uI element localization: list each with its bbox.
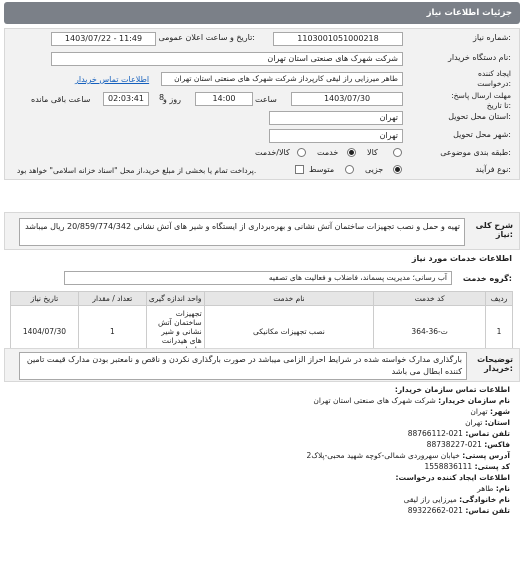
announce-label: تاریخ و ساعت اعلان عمومی: xyxy=(158,33,255,42)
col-qty: تعداد / مقدار xyxy=(78,292,146,306)
category-radio-goods[interactable] xyxy=(393,148,402,157)
category-service-label: خدمت xyxy=(317,148,339,157)
notes-label: توضیحات خریدار: xyxy=(477,355,513,373)
buyer-contact-link[interactable]: اطلاعات تماس خریدار xyxy=(75,75,150,84)
contact-line: نام خانوادگی: میرزایی راز لیقی xyxy=(403,495,510,504)
deadline-time-label: ساعت xyxy=(255,95,277,104)
service-group-label: گروه خدمت: xyxy=(462,274,512,283)
process-minor-label: جزیی xyxy=(365,165,384,174)
contact-line: شهر: تهران xyxy=(470,407,510,416)
need-info-panel xyxy=(4,28,520,180)
cell-unit: تجهیزات ساختمان آتش نشانی و شیر های هیدرانت xyxy=(146,306,204,358)
page-header xyxy=(4,2,520,24)
cell-code: ت-36-364 xyxy=(374,306,486,358)
notes-panel xyxy=(4,348,520,382)
days-field: 8 xyxy=(159,93,165,102)
payment-note: پرداخت تمام یا بخشی از مبلغ خرید،از محل "اسناد خزانه اسلامی" خواهد بود. xyxy=(17,166,257,175)
need-number-label: شماره نیاز: xyxy=(472,33,511,42)
deadline-time-field: 14:00 xyxy=(195,92,253,106)
contact-line: استان: تهران xyxy=(465,418,510,427)
process-medium-label: متوسط xyxy=(309,165,335,174)
need-number-field: 1103001051000218 xyxy=(273,32,403,46)
contact-line: تلفن تماس: 021-88766112 xyxy=(407,429,510,438)
contact-line: تلفن تماس: 021-89322662 xyxy=(407,506,510,515)
contact-line: فاکس: 021-88738227 xyxy=(426,440,510,449)
category-radio-service[interactable] xyxy=(347,148,356,157)
payment-checkbox[interactable] xyxy=(295,165,304,174)
category-label: طبقه بندی موضوعی: xyxy=(440,148,511,157)
col-row: ردیف xyxy=(486,292,513,306)
process-radio-medium[interactable] xyxy=(345,165,354,174)
buyer-label: نام دستگاه خریدار: xyxy=(447,53,511,62)
description-label: شرح کلی نیاز: xyxy=(475,221,513,239)
page-title: جزئیات اطلاعات نیاز xyxy=(426,8,512,18)
remaining-time-field: 02:03:41 xyxy=(103,92,149,106)
notes-field: بارگذاری مدارک خواسته شده در شرایط احراز الزامی میباشد در صورت بارگذاری نکردن و ناقص و نامعتبر بودن مدارک قیمت تامین کننده ابطال می باشد xyxy=(19,352,467,380)
contact-line: نام سازمان خریدار: شرکت شهرک های صنعتی استان تهران xyxy=(313,396,510,405)
city-label: شهر محل تحویل: xyxy=(453,130,511,139)
category-goods-label: کالا xyxy=(367,148,378,157)
category-radio-goods-service[interactable] xyxy=(297,148,306,157)
process-label: نوع فرآیند: xyxy=(475,165,511,174)
col-unit: واحد اندازه گیری xyxy=(146,292,204,306)
province-label: استان محل تحویل: xyxy=(448,112,511,121)
contact-section xyxy=(14,384,510,516)
col-name: نام خدمت xyxy=(204,292,374,306)
col-code: کد خدمت xyxy=(374,292,486,306)
creator-field: طاهر میرزایی راز لیقی کارپرداز شرکت شهرک های صنعتی استان تهران xyxy=(161,72,403,86)
days-label: روز و xyxy=(163,95,181,104)
creator-info-title: اطلاعات ایجاد کننده درخواست: xyxy=(395,473,510,482)
contact-line: آدرس پستی: خیابان سهروردی شمالی-کوچه شهید محبی-پلاک2 xyxy=(306,451,510,460)
announce-field: 1403/07/22 - 11:49 xyxy=(51,32,156,46)
description-panel xyxy=(4,212,520,250)
description-field: تهیه و حمل و نصب تجهیزات ساختمان آتش نشانی و بهره‌برداری از ایستگاه و شیر های آتش نشانی 20/859/774/342 ریال میباشد xyxy=(19,218,465,246)
deadline-label: مهلت ارسال پاسخ: تا تاریخ: xyxy=(451,91,511,110)
cell-date: 1404/07/30 xyxy=(11,306,79,358)
contact-title: اطلاعات تماس سازمان خریدار: xyxy=(394,385,510,394)
cell-name: نصب تجهیزات مکانیکی xyxy=(204,306,374,358)
cell-row: 1 xyxy=(486,306,513,358)
cell-qty: 1 xyxy=(78,306,146,358)
service-group-field: آب رسانی؛ مدیریت پسماند، فاضلاب و فعالیت های تصفیه xyxy=(64,271,452,285)
process-radio-minor[interactable] xyxy=(393,165,402,174)
buyer-field: شرکت شهرک های صنعتی استان تهران xyxy=(51,52,403,66)
deadline-date-field: 1403/07/30 xyxy=(291,92,403,106)
col-date: تاریخ نیاز xyxy=(11,292,79,306)
remaining-label: ساعت باقی مانده xyxy=(31,95,91,104)
province-field: تهران xyxy=(269,111,403,125)
services-section-title: اطلاعات خدمات مورد نیاز xyxy=(411,254,512,263)
creator-label: ایجاد کننده درخواست: xyxy=(477,69,511,88)
city-field: تهران xyxy=(269,129,403,143)
contact-line: کد پستی: 1558836111 xyxy=(424,462,510,471)
category-goods-service-label: کالا/خدمت xyxy=(255,148,290,157)
contact-line: نام: طاهر xyxy=(477,484,510,493)
